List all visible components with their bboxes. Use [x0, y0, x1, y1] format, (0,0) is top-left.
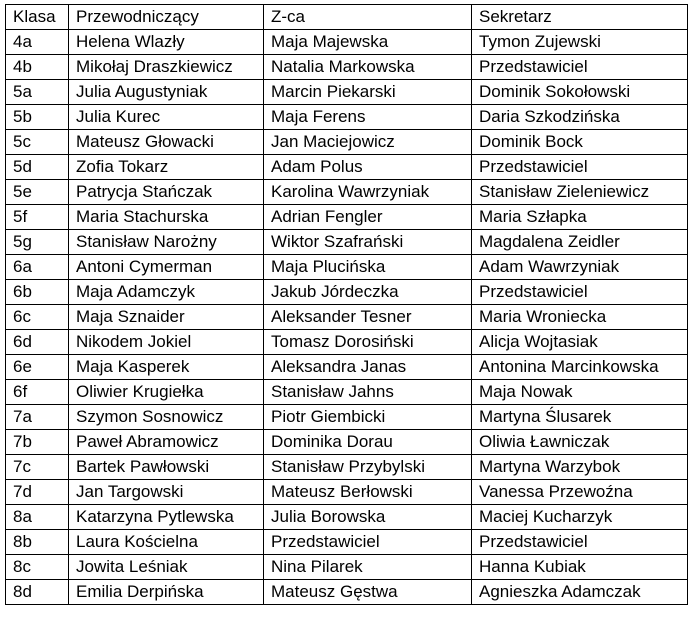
- cell-sekretarz: Hanna Kubiak: [472, 555, 688, 580]
- cell-z-ca: Tomasz Dorosiński: [264, 330, 472, 355]
- class-officers-table: [5, 4, 688, 605]
- cell-klasa: 7c: [6, 455, 69, 480]
- cell-z-ca: Maja Plucińska: [264, 255, 472, 280]
- cell-klasa: 7d: [6, 480, 69, 505]
- table-row: [6, 30, 688, 55]
- cell-przewodniczacy: Patrycja Stańczak: [69, 180, 264, 205]
- cell-przewodniczacy: Jowita Leśniak: [69, 555, 264, 580]
- cell-klasa: 8a: [6, 505, 69, 530]
- table-row: [6, 155, 688, 180]
- cell-sekretarz: Adam Wawrzyniak: [472, 255, 688, 280]
- cell-sekretarz: Martyna Ślusarek: [472, 405, 688, 430]
- table-row: [6, 330, 688, 355]
- cell-sekretarz: Agnieszka Adamczak: [472, 580, 688, 605]
- cell-klasa: 5e: [6, 180, 69, 205]
- header-klasa: Klasa: [6, 5, 69, 30]
- cell-przewodniczacy: Oliwier Krugiełka: [69, 380, 264, 405]
- cell-z-ca: Julia Borowska: [264, 505, 472, 530]
- cell-klasa: 5d: [6, 155, 69, 180]
- table-body: [6, 30, 688, 605]
- cell-przewodniczacy: Szymon Sosnowicz: [69, 405, 264, 430]
- cell-klasa: 7b: [6, 430, 69, 455]
- cell-sekretarz: Maria Wroniecka: [472, 305, 688, 330]
- cell-przewodniczacy: Laura Kościelna: [69, 530, 264, 555]
- table-row: [6, 455, 688, 480]
- cell-z-ca: Dominika Dorau: [264, 430, 472, 455]
- cell-przewodniczacy: Nikodem Jokiel: [69, 330, 264, 355]
- cell-z-ca: Mateusz Berłowski: [264, 480, 472, 505]
- cell-z-ca: Jan Maciejowicz: [264, 130, 472, 155]
- table-row: [6, 555, 688, 580]
- cell-klasa: 4b: [6, 55, 69, 80]
- cell-z-ca: Marcin Piekarski: [264, 80, 472, 105]
- cell-sekretarz: Dominik Sokołowski: [472, 80, 688, 105]
- cell-sekretarz: Antonina Marcinkowska: [472, 355, 688, 380]
- cell-sekretarz: Stanisław Zieleniewicz: [472, 180, 688, 205]
- cell-z-ca: Wiktor Szafrański: [264, 230, 472, 255]
- cell-przewodniczacy: Zofia Tokarz: [69, 155, 264, 180]
- cell-przewodniczacy: Maja Sznaider: [69, 305, 264, 330]
- cell-z-ca: Stanisław Przybylski: [264, 455, 472, 480]
- cell-sekretarz: Oliwia Ławniczak: [472, 430, 688, 455]
- table-row: [6, 580, 688, 605]
- cell-z-ca: Adrian Fengler: [264, 205, 472, 230]
- cell-klasa: 6e: [6, 355, 69, 380]
- cell-sekretarz: Maria Szłapka: [472, 205, 688, 230]
- table-row: [6, 505, 688, 530]
- header-z-ca: Z-ca: [264, 5, 472, 30]
- cell-sekretarz: Tymon Zujewski: [472, 30, 688, 55]
- cell-przewodniczacy: Stanisław Narożny: [69, 230, 264, 255]
- cell-sekretarz: Daria Szkodzińska: [472, 105, 688, 130]
- cell-przewodniczacy: Maja Kasperek: [69, 355, 264, 380]
- cell-przewodniczacy: Julia Augustyniak: [69, 80, 264, 105]
- header-sekretarz: Sekretarz: [472, 5, 688, 30]
- cell-z-ca: Maja Majewska: [264, 30, 472, 55]
- cell-z-ca: Adam Polus: [264, 155, 472, 180]
- cell-klasa: 5c: [6, 130, 69, 155]
- table-header: [6, 5, 688, 30]
- table-row: [6, 430, 688, 455]
- cell-sekretarz: Przedstawiciel: [472, 55, 688, 80]
- cell-przewodniczacy: Maja Adamczyk: [69, 280, 264, 305]
- cell-z-ca: Maja Ferens: [264, 105, 472, 130]
- cell-przewodniczacy: Bartek Pawłowski: [69, 455, 264, 480]
- table-row: [6, 255, 688, 280]
- cell-z-ca: Nina Pilarek: [264, 555, 472, 580]
- table-row: [6, 55, 688, 80]
- cell-przewodniczacy: Paweł Abramowicz: [69, 430, 264, 455]
- table-row: [6, 305, 688, 330]
- cell-z-ca: Przedstawiciel: [264, 530, 472, 555]
- cell-sekretarz: Przedstawiciel: [472, 155, 688, 180]
- cell-z-ca: Natalia Markowska: [264, 55, 472, 80]
- cell-z-ca: Jakub Jórdeczka: [264, 280, 472, 305]
- cell-z-ca: Stanisław Jahns: [264, 380, 472, 405]
- cell-klasa: 5g: [6, 230, 69, 255]
- cell-przewodniczacy: Mateusz Głowacki: [69, 130, 264, 155]
- cell-sekretarz: Przedstawiciel: [472, 530, 688, 555]
- table-row: [6, 80, 688, 105]
- table-row: [6, 230, 688, 255]
- header-row: [6, 5, 688, 30]
- table-row: [6, 280, 688, 305]
- cell-przewodniczacy: Julia Kurec: [69, 105, 264, 130]
- cell-klasa: 5b: [6, 105, 69, 130]
- cell-sekretarz: Martyna Warzybok: [472, 455, 688, 480]
- cell-klasa: 6c: [6, 305, 69, 330]
- cell-z-ca: Aleksander Tesner: [264, 305, 472, 330]
- cell-klasa: 6a: [6, 255, 69, 280]
- table-row: [6, 105, 688, 130]
- cell-klasa: 5f: [6, 205, 69, 230]
- cell-sekretarz: Alicja Wojtasiak: [472, 330, 688, 355]
- table-row: [6, 205, 688, 230]
- table-row: [6, 405, 688, 430]
- cell-przewodniczacy: Helena Wlazły: [69, 30, 264, 55]
- header-przewodniczacy: Przewodniczący: [69, 5, 264, 30]
- cell-klasa: 6d: [6, 330, 69, 355]
- table-row: [6, 480, 688, 505]
- cell-klasa: 5a: [6, 80, 69, 105]
- cell-sekretarz: Magdalena Zeidler: [472, 230, 688, 255]
- cell-sekretarz: Vanessa Przewoźna: [472, 480, 688, 505]
- cell-klasa: 4a: [6, 30, 69, 55]
- cell-klasa: 6b: [6, 280, 69, 305]
- cell-sekretarz: Maja Nowak: [472, 380, 688, 405]
- cell-klasa: 8d: [6, 580, 69, 605]
- cell-klasa: 8b: [6, 530, 69, 555]
- cell-klasa: 6f: [6, 380, 69, 405]
- table-row: [6, 355, 688, 380]
- table-row: [6, 130, 688, 155]
- cell-sekretarz: Dominik Bock: [472, 130, 688, 155]
- table-row: [6, 180, 688, 205]
- cell-przewodniczacy: Maria Stachurska: [69, 205, 264, 230]
- table-row: [6, 530, 688, 555]
- cell-z-ca: Piotr Giembicki: [264, 405, 472, 430]
- table-row: [6, 380, 688, 405]
- cell-sekretarz: Maciej Kucharzyk: [472, 505, 688, 530]
- cell-z-ca: Mateusz Gęstwa: [264, 580, 472, 605]
- cell-sekretarz: Przedstawiciel: [472, 280, 688, 305]
- cell-przewodniczacy: Emilia Derpińska: [69, 580, 264, 605]
- cell-klasa: 8c: [6, 555, 69, 580]
- cell-przewodniczacy: Mikołaj Draszkiewicz: [69, 55, 264, 80]
- cell-z-ca: Karolina Wawrzyniak: [264, 180, 472, 205]
- cell-klasa: 7a: [6, 405, 69, 430]
- cell-przewodniczacy: Antoni Cymerman: [69, 255, 264, 280]
- cell-przewodniczacy: Katarzyna Pytlewska: [69, 505, 264, 530]
- cell-przewodniczacy: Jan Targowski: [69, 480, 264, 505]
- cell-z-ca: Aleksandra Janas: [264, 355, 472, 380]
